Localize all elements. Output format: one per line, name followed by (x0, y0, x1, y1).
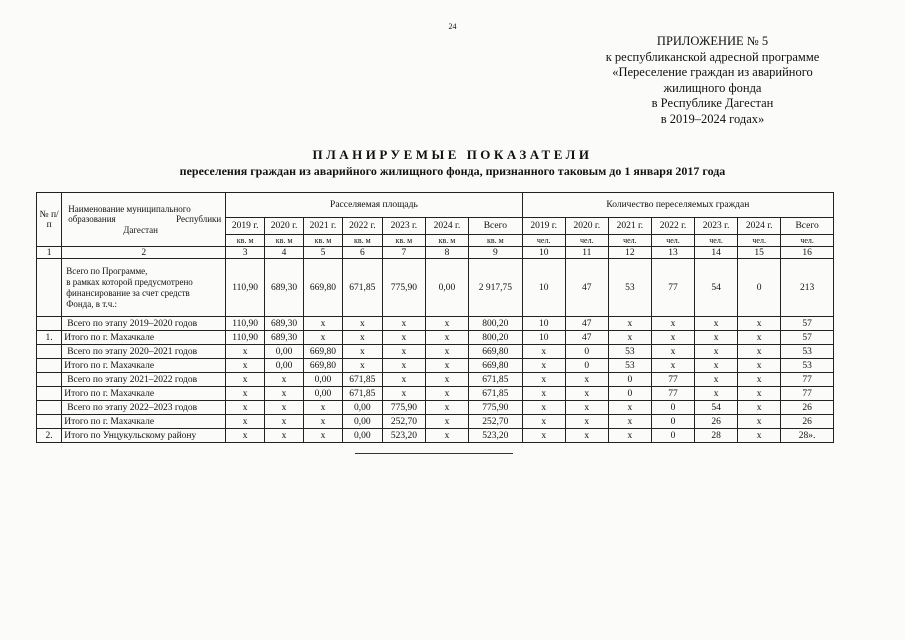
value-cell: 77 (781, 387, 834, 401)
value-cell: х (695, 331, 738, 345)
value-cell: х (738, 373, 781, 387)
value-cell: 213 (781, 259, 834, 317)
appendix-line: в Республике Дагестан (651, 96, 774, 111)
value-cell: х (651, 331, 694, 345)
value-cell: х (304, 331, 343, 345)
appendix-line: «Переселение граждан из аварийного (612, 65, 813, 80)
value-cell: х (226, 415, 265, 429)
value-cell: х (608, 429, 651, 443)
year-cell: 2021 г. (608, 218, 651, 235)
row-label-cell: Итого по г. Махачкале (62, 359, 226, 373)
value-cell: х (651, 345, 694, 359)
value-cell: 775,90 (382, 401, 425, 415)
column-number-cell: 5 (304, 247, 343, 259)
value-cell: х (382, 387, 425, 401)
document-subtitle: переселения граждан из аварийного жилищного фонда, признанного таковым до 1 января 2017 года (179, 164, 726, 178)
year-cell: 2022 г. (651, 218, 694, 235)
value-cell: 47 (565, 259, 608, 317)
value-cell: 800,20 (469, 331, 523, 345)
row-number-cell (37, 359, 62, 373)
indicators-table (36, 192, 834, 443)
value-cell: 0,00 (342, 429, 382, 443)
value-cell: х (522, 429, 565, 443)
unit-cell: чел. (695, 235, 738, 247)
row-number-cell (37, 387, 62, 401)
column-number-cell: 12 (608, 247, 651, 259)
value-cell: х (522, 359, 565, 373)
value-cell: 53 (781, 345, 834, 359)
value-cell: 252,70 (382, 415, 425, 429)
row-number-cell (37, 415, 62, 429)
value-cell: х (425, 415, 468, 429)
unit-cell: кв. м (226, 235, 265, 247)
value-cell: х (226, 429, 265, 443)
value-cell: 77 (781, 373, 834, 387)
row-number-cell (37, 373, 62, 387)
value-cell: х (738, 317, 781, 331)
row-number-cell: 1. (37, 331, 62, 345)
value-cell: 775,90 (469, 401, 523, 415)
value-cell: х (565, 387, 608, 401)
table-row (37, 359, 834, 373)
value-cell: х (695, 387, 738, 401)
appendix-line: в 2019–2024 годах» (660, 111, 765, 126)
value-cell: 10 (522, 259, 565, 317)
value-cell: х (342, 359, 382, 373)
column-number-cell: 6 (342, 247, 382, 259)
document-title: ПЛАНИРУЕМЫЕ ПОКАЗАТЕЛИ (312, 147, 593, 162)
value-cell: х (304, 429, 343, 443)
table-row (37, 373, 834, 387)
value-cell: х (265, 387, 304, 401)
value-cell: 0 (651, 429, 694, 443)
value-cell: х (342, 345, 382, 359)
column-number-cell: 9 (469, 247, 523, 259)
year-cell: 2023 г. (382, 218, 425, 235)
value-cell: 0 (608, 387, 651, 401)
column-number-cell: 1 (37, 247, 62, 259)
row-label-cell: Всего по этапу 2020–2021 годов (62, 345, 226, 359)
value-cell: 0,00 (342, 415, 382, 429)
value-cell: х (738, 331, 781, 345)
row-label-cell: Всего по этапу 2022–2023 годов (62, 401, 226, 415)
value-cell: 53 (781, 359, 834, 373)
value-cell: 669,80 (304, 359, 343, 373)
value-cell: 28». (781, 429, 834, 443)
value-cell: х (425, 387, 468, 401)
value-cell: х (425, 331, 468, 345)
value-cell: 0 (565, 359, 608, 373)
value-cell: х (425, 401, 468, 415)
column-number-cell: 2 (62, 247, 226, 259)
unit-cell: чел. (738, 235, 781, 247)
row-number-cell: 2. (37, 429, 62, 443)
row-label-line: в рамках которой предусмотрено (66, 276, 193, 287)
year-cell: 2023 г. (695, 218, 738, 235)
value-cell: х (608, 415, 651, 429)
value-cell: х (522, 387, 565, 401)
value-cell: х (425, 345, 468, 359)
year-cell: Всего (469, 218, 523, 235)
value-cell: х (265, 401, 304, 415)
value-cell: х (226, 345, 265, 359)
value-cell: 110,90 (226, 259, 265, 317)
header-name-line: Дагестан (123, 224, 158, 235)
year-cell: 2022 г. (342, 218, 382, 235)
year-cell: 2021 г. (304, 218, 343, 235)
value-cell: 800,20 (469, 317, 523, 331)
appendix-line: ПРИЛОЖЕНИЕ № 5 (656, 34, 769, 48)
value-cell: х (265, 429, 304, 443)
value-cell: 671,85 (469, 373, 523, 387)
footer-divider (355, 453, 513, 454)
value-cell: 523,20 (382, 429, 425, 443)
value-cell: х (265, 415, 304, 429)
row-label-cell: Всего по этапу 2019–2020 годов (62, 317, 226, 331)
value-cell: 671,85 (469, 387, 523, 401)
value-cell: 0 (608, 373, 651, 387)
value-cell: х (738, 345, 781, 359)
value-cell: 110,90 (226, 317, 265, 331)
value-cell: х (382, 359, 425, 373)
row-label-line: Всего по Программе, (66, 265, 148, 276)
value-cell: 0,00 (304, 387, 343, 401)
table-row (37, 317, 834, 331)
value-cell: 26 (695, 415, 738, 429)
value-cell: х (425, 317, 468, 331)
value-cell: х (382, 317, 425, 331)
value-cell: х (382, 345, 425, 359)
unit-cell: чел. (781, 235, 834, 247)
value-cell: х (304, 317, 343, 331)
value-cell: х (342, 317, 382, 331)
value-cell: х (425, 429, 468, 443)
unit-cell: кв. м (342, 235, 382, 247)
year-cell: 2019 г. (226, 218, 265, 235)
value-cell: 10 (522, 317, 565, 331)
value-cell: 669,80 (469, 345, 523, 359)
table-row (37, 259, 834, 317)
unit-cell: кв. м (425, 235, 468, 247)
value-cell: 689,30 (265, 331, 304, 345)
appendix-line: к республиканской адресной программе (605, 49, 820, 64)
page-number: 24 (448, 22, 457, 31)
value-cell: х (608, 331, 651, 345)
year-cell: 2019 г. (522, 218, 565, 235)
value-cell: 10 (522, 331, 565, 345)
column-number-cell: 14 (695, 247, 738, 259)
value-cell: 47 (565, 331, 608, 345)
table-row (37, 429, 834, 443)
value-cell: х (342, 331, 382, 345)
value-cell: 0 (738, 259, 781, 317)
column-number-row (37, 247, 834, 259)
value-cell: 47 (565, 317, 608, 331)
row-label-line: Фонда, в т.ч.: (66, 298, 118, 309)
value-cell: х (265, 373, 304, 387)
value-cell: 54 (695, 259, 738, 317)
value-cell: 0 (565, 345, 608, 359)
value-cell: х (695, 345, 738, 359)
column-number-cell: 13 (651, 247, 694, 259)
row-label-cell: Итого по г. Махачкале (62, 387, 226, 401)
value-cell: х (522, 373, 565, 387)
value-cell: 523,20 (469, 429, 523, 443)
table-row (37, 331, 834, 345)
row-label-cell: Итого по Унцукульскому району (62, 429, 226, 443)
value-cell: 53 (608, 259, 651, 317)
value-cell: х (565, 373, 608, 387)
year-cell: 2024 г. (425, 218, 468, 235)
value-cell: х (738, 429, 781, 443)
value-cell: 57 (781, 331, 834, 345)
column-number-cell: 11 (565, 247, 608, 259)
row-number-cell (37, 317, 62, 331)
unit-cell: чел. (522, 235, 565, 247)
value-cell: х (738, 387, 781, 401)
unit-cell: кв. м (469, 235, 523, 247)
value-cell: 0,00 (425, 259, 468, 317)
value-cell: 57 (781, 317, 834, 331)
value-cell: 28 (695, 429, 738, 443)
value-cell: 53 (608, 359, 651, 373)
value-cell: 77 (651, 373, 694, 387)
value-cell: х (522, 401, 565, 415)
value-cell: 0,00 (342, 401, 382, 415)
header-cell-name (62, 193, 226, 247)
value-cell: 669,80 (304, 259, 343, 317)
value-cell: 53 (608, 345, 651, 359)
value-cell: х (738, 401, 781, 415)
column-number-cell: 8 (425, 247, 468, 259)
value-cell: 110,90 (226, 331, 265, 345)
row-label-cell: Итого по г. Махачкале (62, 415, 226, 429)
column-number-cell: 7 (382, 247, 425, 259)
value-cell: х (738, 415, 781, 429)
row-label-cell: Итого по г. Махачкале (62, 331, 226, 345)
value-cell: 689,30 (265, 259, 304, 317)
appendix-line: жилищного фонда (663, 80, 762, 95)
value-cell: 0,00 (304, 373, 343, 387)
unit-cell: чел. (608, 235, 651, 247)
header-group-people: Количество переселяемых граждан (522, 193, 833, 218)
value-cell: 0 (651, 401, 694, 415)
value-cell: 77 (651, 259, 694, 317)
value-cell: х (651, 359, 694, 373)
table-body (37, 259, 834, 443)
value-cell: х (425, 359, 468, 373)
value-cell: 252,70 (469, 415, 523, 429)
value-cell: х (226, 401, 265, 415)
table-row (37, 345, 834, 359)
header-row-groups (37, 193, 834, 218)
column-number-cell: 10 (522, 247, 565, 259)
value-cell: х (226, 359, 265, 373)
row-label-cell (62, 259, 226, 317)
value-cell: х (565, 415, 608, 429)
value-cell: х (382, 331, 425, 345)
header-name-line: Республики (176, 214, 222, 225)
value-cell: х (695, 317, 738, 331)
value-cell: х (425, 373, 468, 387)
unit-cell: кв. м (304, 235, 343, 247)
value-cell: х (608, 317, 651, 331)
header-cell-num: № п/п (37, 193, 62, 247)
value-cell: 0,00 (265, 359, 304, 373)
column-number-cell: 3 (226, 247, 265, 259)
value-cell: х (522, 415, 565, 429)
appendix-heading (560, 34, 865, 128)
year-cell: 2020 г. (265, 218, 304, 235)
header-name-line: образования (68, 214, 116, 225)
value-cell: 0 (651, 415, 694, 429)
unit-cell: чел. (651, 235, 694, 247)
value-cell: х (382, 373, 425, 387)
value-cell: х (695, 359, 738, 373)
column-number-cell: 16 (781, 247, 834, 259)
unit-cell: чел. (565, 235, 608, 247)
year-cell: 2020 г. (565, 218, 608, 235)
unit-cell: кв. м (265, 235, 304, 247)
value-cell: х (304, 415, 343, 429)
column-number-cell: 15 (738, 247, 781, 259)
header-group-area: Расселяемая площадь (226, 193, 522, 218)
value-cell: х (651, 317, 694, 331)
year-cell: 2024 г. (738, 218, 781, 235)
value-cell: 669,80 (304, 345, 343, 359)
value-cell: 775,90 (382, 259, 425, 317)
value-cell: 26 (781, 401, 834, 415)
value-cell: 689,30 (265, 317, 304, 331)
row-number-cell (37, 401, 62, 415)
value-cell: х (226, 387, 265, 401)
row-number-cell (37, 259, 62, 317)
header-name-line: Наименование муниципального (68, 203, 191, 214)
table-row (37, 387, 834, 401)
table-row (37, 401, 834, 415)
row-label-cell: Всего по этапу 2021–2022 годов (62, 373, 226, 387)
value-cell: 671,85 (342, 387, 382, 401)
column-number-cell: 4 (265, 247, 304, 259)
value-cell: 26 (781, 415, 834, 429)
value-cell: 77 (651, 387, 694, 401)
value-cell: х (304, 401, 343, 415)
unit-cell: кв. м (382, 235, 425, 247)
year-cell: Всего (781, 218, 834, 235)
value-cell: х (565, 429, 608, 443)
value-cell: х (738, 359, 781, 373)
value-cell: 0,00 (265, 345, 304, 359)
value-cell: 2 917,75 (469, 259, 523, 317)
value-cell: х (226, 373, 265, 387)
value-cell: х (695, 373, 738, 387)
row-label-line: финансирование за счет средств (66, 287, 190, 298)
table-row (37, 415, 834, 429)
value-cell: 671,85 (342, 373, 382, 387)
value-cell: 669,80 (469, 359, 523, 373)
row-number-cell (37, 345, 62, 359)
value-cell: 54 (695, 401, 738, 415)
value-cell: 671,85 (342, 259, 382, 317)
value-cell: х (608, 401, 651, 415)
value-cell: х (522, 345, 565, 359)
value-cell: х (565, 401, 608, 415)
